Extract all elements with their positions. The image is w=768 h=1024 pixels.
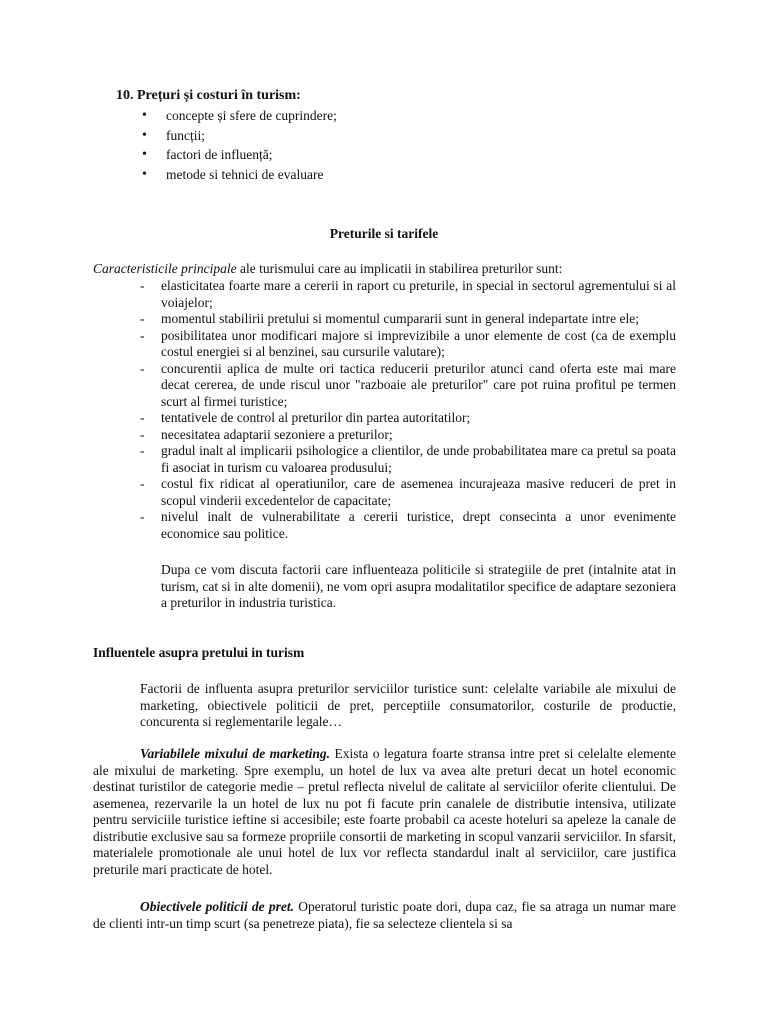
- pricing-objectives-paragraph: [93, 899, 676, 932]
- pricing-objectives-text: Operatorul turistic poate dori, dupa caz, fie sa atraga un numar mare de clienti intr-un timp scurt (sa penetreze piata), fie sa selecteze clientela si sa: [93, 899, 677, 931]
- characteristic-item: - necesitatea adaptarii sezoniere a preturilor;: [140, 427, 676, 444]
- intro-rest: ale turismului care au implicatii in stabilirea preturilor sunt:: [236, 261, 563, 276]
- characteristic-item: - elasticitatea foarte mare a cererii in raport cu preturile, in special in sectorul agrementului si al voiajelor;: [140, 278, 676, 311]
- marketing-mix-paragraph: [93, 746, 676, 878]
- marketing-mix-lead: Variabilele mixului de marketing.: [140, 746, 331, 761]
- section-title: Preturile si tarifele: [329, 226, 439, 241]
- characteristic-item: - costul fix ridicat al operatiunilor, care de asemenea incurajeaza masive reduceri de pret in scopul vinderii excedentelor de capacitate;: [140, 476, 676, 509]
- factors-paragraph: Factorii de influenta asupra preturilor serviciilor turistice sunt: celelalte variabile ale mixului de marketing, obiectivele politicii de pret, perceptiile consumatorilor, costurile de productie, concurenta si reglementarile legale…: [140, 681, 676, 729]
- chapter-heading: 10. Prețuri și costuri în turism:: [116, 88, 301, 103]
- marketing-mix-text: Exista o legatura foarte stransa intre pret si celelalte elemente ale mixului de marketing. Spre exemplu, un hotel de lux va avea alte preturi decat un hotel economic destinat turistilor de categorie medie – pretul reflecta nivelul de calitate al serviciilor oferite clientului. De asemenea, rezervarile la un hotel de lux nu pot fi facute prin canalele de distributie intensiva, utilizate pentru serviciile turistice ieftine si accesibile; este foarte probabil ca aceste hoteluri sa apeleze la canale de distributie exclusive sau sa formeze propriile consortii de marketing in scopul vanzarii serviciilor. In sfarsit, materialele promotionale ale unui hotel de lux vor reflecta standardul inalt al serviciilor, care justifica preturile mari practicate de hotel.: [93, 746, 676, 877]
- bullet-item: • metode si tehnici de evaluare: [142, 165, 337, 185]
- characteristic-item: - momentul stabilirii pretului si momentul cumpararii sunt in general indepartate intre ele;: [140, 311, 676, 328]
- characteristic-item: - concurentii aplica de multe ori tactica reducerii preturilor atunci cand oferta este mai mare decat cererea, de unde riscul unor "razboaie ale preturilor" care pot ruina profitul pe termen scurt al firmei turistice;: [140, 361, 676, 411]
- intro-sentence: [93, 261, 677, 278]
- characteristic-item: - nivelul inalt de vulnerabilitate a cererii turistice, drept consecinta a unor evenimente economice sau politice.: [140, 509, 676, 542]
- bullet-item: • funcții;: [142, 126, 337, 146]
- characteristic-item: - tentativele de control al preturilor din partea autoritatilor;: [140, 410, 676, 427]
- summary-paragraph: Dupa ce vom discuta factorii care influenteaza politicile si strategiile de pret (intalnite atat in turism, cat si in alte domenii), ne vom opri asupra modalitatilor specifice de adaptare sezoniera a preturilor in industria turistica.: [161, 562, 676, 610]
- pricing-objectives-lead: Obiectivele politicii de pret.: [140, 899, 294, 914]
- characteristics-list: [140, 278, 676, 542]
- characteristic-item: - posibilitatea unor modificari majore si imprevizibile a unor elemente de cost (ca de exemplu costul energiei si al benzinei, sau cursurile valutare);: [140, 328, 676, 361]
- intro-italic: Caracteristicile principale: [93, 261, 237, 276]
- influences-subheading: Influentele asupra pretului in turism: [93, 645, 305, 660]
- characteristic-item: - gradul inalt al implicarii psihologice a clientilor, de unde probabilitatea mare ca pretul sa poata fi asociat in turism cu valoarea produsului;: [140, 443, 676, 476]
- topic-bullet-list: [142, 106, 337, 184]
- bullet-item: • factori de influență;: [142, 145, 337, 165]
- bullet-item: • concepte și sfere de cuprindere;: [142, 106, 337, 126]
